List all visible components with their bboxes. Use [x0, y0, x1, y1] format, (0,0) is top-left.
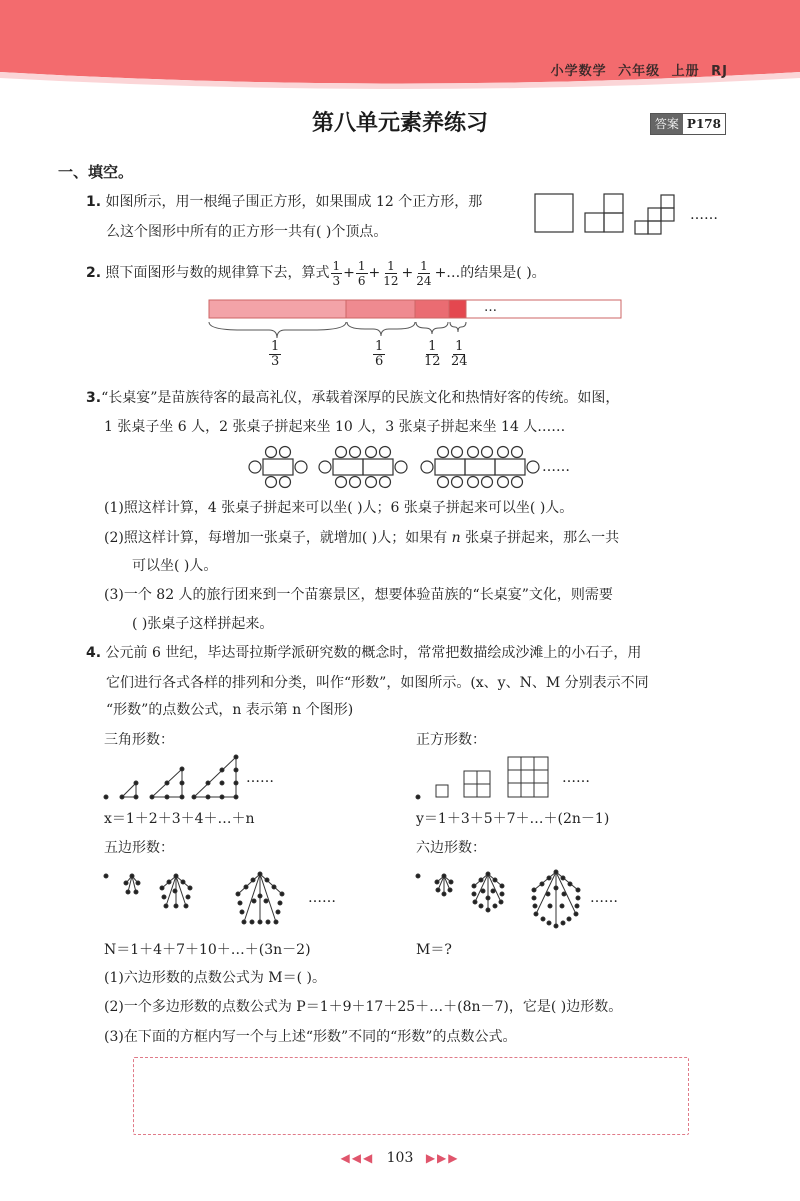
q1-line1	[86, 192, 482, 212]
answer-box[interactable]	[133, 1057, 689, 1135]
next-arrows-icon: ▶▶▶	[425, 1151, 460, 1165]
pentagon-ellipsis: ……	[308, 890, 336, 906]
q3-sub2-line1: (2)照这样计算，每增加一张桌子，就增加( )人；如果有 n 张桌子拼起来，那么一共	[104, 530, 620, 546]
q2-label-4: $\frac{1}{24}$	[451, 339, 468, 369]
q4-sub1: (1)六边形数的点数公式为 M＝( )。	[104, 970, 326, 986]
q2-frac-2: $\frac{1}{6}$	[357, 258, 366, 288]
subject-info: 小学数学 六年级 上册 RJ	[550, 64, 728, 79]
answer-page: P178	[686, 117, 721, 131]
square-label: 正方形数：	[416, 732, 486, 748]
q2-frac-3: $\frac{1}{12}$	[383, 258, 399, 288]
hexagon-label: 六边形数：	[416, 840, 486, 856]
q2-label-3: $\frac{1}{12}$	[424, 339, 441, 369]
q3-sub3-line2: ( )张桌子这样拼起来。	[132, 616, 274, 632]
q3-sub3-line1: (3)一个 82 人的旅行团来到一个苗寨景区，想要体验苗族的“长桌宴”文化，则需要	[104, 587, 613, 603]
q4-line3: “形数”的点数公式，n 表示第 n 个图形)	[106, 702, 354, 718]
answer-reference	[650, 113, 726, 135]
q4-line2: 它们进行各式各样的排列和分类，叫作“形数”，如图所示。(x、y、N、M 分别表示不同	[106, 675, 649, 691]
triangle-ellipsis: ……	[246, 770, 274, 786]
formula-N: N＝1＋4＋7＋10＋…＋(3n－2)	[104, 942, 311, 958]
q3-ellipsis: ……	[542, 459, 570, 475]
triangle-label: 三角形数：	[104, 732, 174, 748]
q3-sub2-line2: 可以坐( )人。	[132, 558, 218, 574]
hexagon-numbers-figure	[412, 866, 612, 930]
page-title: 第八单元素养练习	[311, 111, 488, 136]
q2-line: 2. 照下面图形与数的规律算下去，算式 $\frac{1}{3}$ + $\frac{1}{6}$ + $\frac{1}{12}$ + $\frac{1}{24}$ +…的结果是( )。	[86, 258, 546, 288]
q4-number: 4.	[86, 645, 102, 661]
q3-text1: “长桌宴”是苗族待客的最高礼仪，承载着深厚的民族文化和热情好客的传统。如图，	[101, 390, 620, 406]
prev-arrows-icon: ◀◀◀	[340, 1151, 375, 1165]
q2-number: 2.	[86, 265, 102, 281]
q1-line2: 么这个图形中所有的正方形一共有( )个顶点。	[106, 224, 388, 240]
page-number: 103	[386, 1150, 414, 1166]
square-ellipsis: ……	[562, 770, 590, 786]
section-heading: 一、填空。	[58, 163, 134, 181]
q4-text1: 公元前 6 世纪，毕达哥拉斯学派研究数的概念时，常常把数描绘成沙滩上的小石子，用	[105, 645, 642, 661]
formula-y: y＝1＋3＋5＋7＋…＋(2n－1)	[416, 811, 610, 827]
pentagon-label: 五边形数：	[104, 840, 174, 856]
answer-label: 答案	[651, 114, 683, 134]
q2-text: 照下面图形与数的规律算下去，算式	[105, 265, 330, 281]
q2-label-1: $\frac{1}{3}$	[271, 339, 280, 369]
q4-sub2: (2)一个多边形数的点数公式为 P＝1＋9＋17＋25＋…＋(8n－7)，它是( )边形数。	[104, 999, 623, 1015]
triangle-numbers-figure	[100, 752, 250, 802]
q2-frac-4: $\frac{1}{24}$	[416, 258, 432, 288]
header-band	[0, 0, 800, 95]
q3-number: 3.	[86, 390, 102, 406]
q1-text1: 如图所示，用一根绳子围正方形，如果围成 12 个正方形，那	[105, 194, 483, 210]
q1-number: 1.	[86, 194, 102, 210]
q2-frac-1: $\frac{1}{3}$	[332, 258, 341, 288]
formula-x: x＝1＋2＋3＋4＋…＋n	[104, 811, 255, 827]
q4-sub3: (3)在下面的方框内写一个与上述“形数”不同的“形数”的点数公式。	[104, 1029, 517, 1045]
hexagon-ellipsis: ……	[590, 890, 618, 906]
q3-line1	[86, 388, 619, 408]
q2-tail: +…的结果是( )。	[434, 265, 546, 281]
square-numbers-figure	[412, 752, 562, 802]
formula-M: M＝?	[416, 942, 452, 958]
page-footer	[0, 1150, 800, 1166]
q3-line2: 1 张桌子坐 6 人，2 张桌子拼起来坐 10 人，3 张桌子拼起来坐 14 人……	[104, 419, 566, 435]
pentagon-numbers-figure	[100, 866, 300, 930]
q2-bar-ellipsis: …	[484, 300, 497, 315]
q4-line1	[86, 643, 641, 663]
q1-ellipsis: ……	[690, 207, 718, 223]
q2-label-2: $\frac{1}{6}$	[375, 339, 384, 369]
q3-sub1: (1)照这样计算，4 张桌子拼起来可以坐( )人；6 张桌子拼起来可以坐( )人。	[104, 500, 574, 516]
q3-table-figure	[245, 444, 565, 490]
q1-square-figure	[530, 192, 690, 236]
